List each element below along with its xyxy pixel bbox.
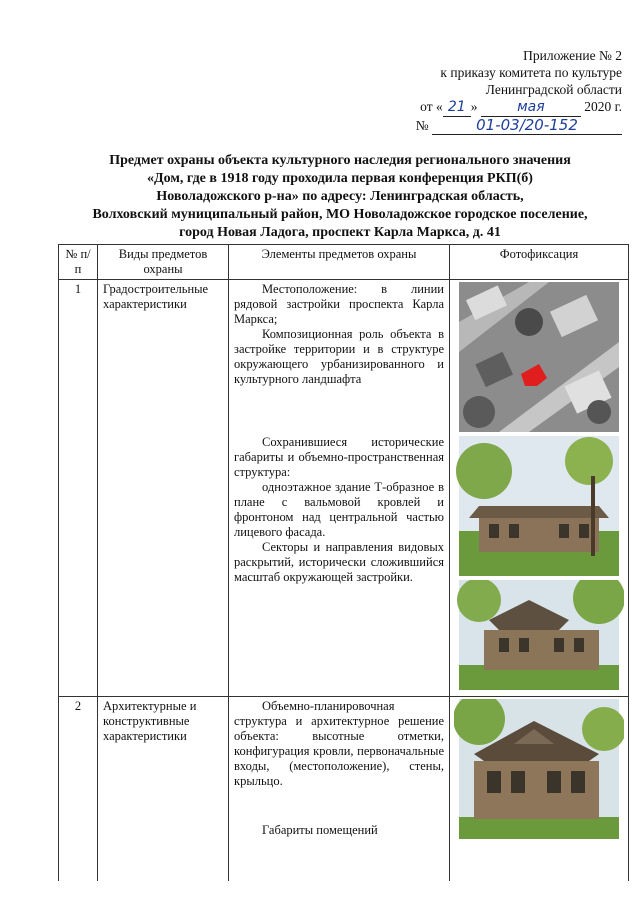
row-elements: Местоположение: в линии рядовой застройки проспекта Карла Маркса; Композиционная роль объекта в застройке территории и в структуре окружающего урбанизированного и культурного ландшафта Сохранившиеся исторические габариты и объемно-пространственная структура: одноэтажное здание Т-образное в плане с вальмовой кровлей и фронтоном над центральной частью лицевого фасада. Секторы и направления видовых раскрытий, исторически сложившийся масштаб окружающей застройки.	[229, 280, 450, 697]
row-number: 2	[59, 697, 98, 882]
appendix-order: к приказу комитета по культуре	[440, 65, 622, 80]
appendix-header	[362, 47, 622, 135]
table-row	[59, 697, 629, 882]
row-photos	[450, 280, 629, 697]
appendix-number: Приложение № 2	[523, 48, 622, 63]
document-title: Предмет охраны объекта культурного наследия регионального значения «Дом, где в 1918 году проходила первая конференция РКП(б) Новоладожского р-на» по адресу: Ленинградская область, Волховский муниципальный район, МО Новоладожское городское поселение, город Новая Ладога, проспект Карла Маркса, д. 41	[92, 153, 588, 240]
row-photos	[450, 697, 629, 882]
appendix-date: от « 21 » мая 2020 г.	[420, 99, 622, 115]
row-type: Градостроительные характеристики	[98, 280, 229, 697]
appendix-committee: Ленинградской области	[485, 82, 622, 97]
date-month-handwritten: мая	[481, 99, 581, 117]
building-photo-2	[454, 580, 624, 690]
order-number-handwritten: 01-03/20-152	[432, 117, 622, 135]
aerial-map-photo	[454, 282, 624, 432]
header-num: № п/п	[59, 245, 98, 280]
row-number: 1	[59, 280, 98, 697]
table-header-row	[59, 245, 629, 280]
appendix-order-number: № 01-03/20-152	[362, 117, 622, 135]
row-elements: Объемно-планировочная структура и архитектурное решение объекта: высотные отметки, конфигурация кровли, первоначальные входы, (местоположение), стены, крыльцо. Габариты помещений	[229, 697, 450, 882]
header-photo: Фотофиксация	[450, 245, 629, 280]
protection-table	[58, 244, 629, 881]
header-type: Виды предметов охраны	[98, 245, 229, 280]
table-row	[59, 280, 629, 697]
header-elements: Элементы предметов охраны	[229, 245, 450, 280]
building-photo-1	[454, 436, 624, 576]
row-type: Архитектурные и конструктивные характеристики	[98, 697, 229, 882]
date-day-handwritten: 21	[443, 99, 471, 117]
building-photo-3	[454, 699, 624, 839]
